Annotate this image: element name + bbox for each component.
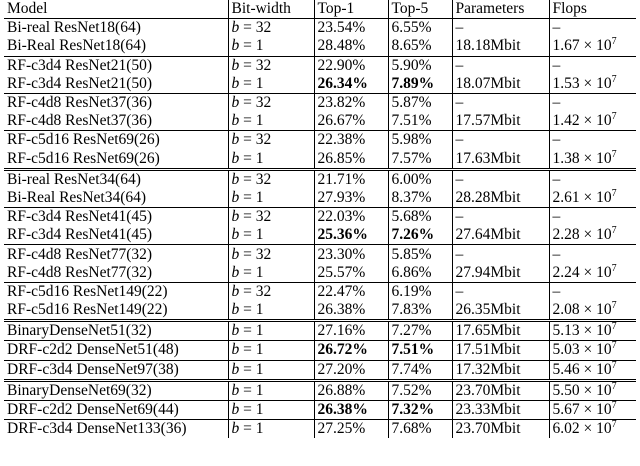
cell-top1 [314, 131, 388, 150]
cell-top5 [388, 226, 452, 245]
bit-width-value: = 1 [243, 74, 264, 92]
top1-value: 23.30% [317, 245, 366, 263]
cell-model: Bi-real ResNet34(64) [4, 169, 228, 189]
cell-bit-width [228, 189, 314, 208]
cell-parameters: – [452, 208, 549, 227]
flops-mantissa: 6.02 × 10 [552, 420, 612, 438]
cell-flops [549, 420, 636, 439]
bit-width-var: b [231, 301, 240, 319]
cell-bit-width [228, 321, 314, 341]
cell-top5 [388, 380, 452, 400]
cell-top1 [314, 360, 388, 380]
table-row [4, 208, 636, 227]
bit-width-value: = 32 [243, 170, 272, 188]
top1-value: 27.20% [317, 360, 366, 378]
cell-top1 [314, 321, 388, 341]
flops-exponent: 7 [611, 225, 617, 237]
top1-value: 22.90% [317, 56, 366, 74]
cell-bit-width [228, 245, 314, 264]
cell-model: RF-c5d16 ResNet69(26) [7, 149, 160, 167]
cell-bit-width [228, 19, 314, 38]
bit-width-value: = 1 [243, 341, 264, 359]
bit-width-value: = 32 [243, 282, 272, 300]
table-row [4, 321, 636, 341]
cell-bit-width [228, 380, 314, 400]
cell-top5 [388, 150, 452, 170]
cell-top5 [388, 264, 452, 283]
results-table [4, 0, 636, 438]
top5-value: 7.83% [391, 301, 432, 319]
cell-parameters: 23.70Mbit [452, 420, 549, 439]
flops-mantissa: 1.67 × 10 [552, 37, 612, 55]
cell-top5 [388, 37, 452, 56]
top1-best: 26.72% [317, 341, 368, 359]
cell-bit-width [228, 169, 314, 189]
cell-top1 [314, 112, 388, 131]
cell-model: RF-c4d8 ResNet37(36) [7, 112, 153, 130]
cell-top1 [314, 37, 388, 56]
bit-width-var: b [231, 401, 240, 419]
cell-parameters: – [452, 245, 549, 264]
cell-top1 [314, 341, 388, 360]
cell-top5 [388, 420, 452, 439]
cell-bit-width [228, 282, 314, 301]
bit-width-var: b [231, 170, 240, 188]
cell-top5 [388, 56, 452, 75]
cell-top5 [388, 321, 452, 341]
cell-top1 [314, 208, 388, 227]
flops-mantissa: – [552, 245, 561, 263]
top1-best: 26.38% [317, 401, 368, 419]
cell-bit-width [228, 150, 314, 170]
bit-width-value: = 1 [243, 401, 264, 419]
flops-mantissa: 1.38 × 10 [552, 149, 612, 167]
flops-mantissa: 2.61 × 10 [552, 188, 612, 206]
cell-top5 [388, 169, 452, 189]
flops-exponent: 7 [611, 262, 617, 274]
bit-width-value: = 1 [243, 322, 264, 340]
flops-mantissa: 2.28 × 10 [552, 226, 612, 244]
flops-mantissa: 1.42 × 10 [552, 112, 612, 130]
cell-model: DRF-c3d4 DenseNet97(38) [4, 360, 228, 380]
cell-parameters: – [452, 19, 549, 38]
cell-model: DRF-c3d4 DenseNet133(36) [4, 420, 228, 439]
top5-value: 6.19% [391, 282, 432, 300]
cell-top5 [388, 360, 452, 380]
top5-value: 7.57% [391, 149, 432, 167]
table-row [4, 301, 636, 321]
cell-flops [549, 75, 636, 94]
cell-bit-width [228, 208, 314, 227]
cell-parameters: 18.07Mbit [452, 75, 549, 94]
top1-value: 22.03% [317, 208, 366, 226]
top5-value: 6.55% [391, 19, 432, 37]
top5-value: 7.27% [391, 322, 432, 340]
flops-mantissa: 5.46 × 10 [552, 360, 612, 378]
cell-top5 [388, 93, 452, 112]
top1-value: 26.85% [317, 149, 366, 167]
header-top1: Top-1 [314, 0, 388, 19]
cell-flops [549, 208, 636, 227]
flops-mantissa: 5.67 × 10 [552, 401, 612, 419]
top5-value: 8.65% [391, 37, 432, 55]
cell-bit-width [228, 75, 314, 94]
table-row [4, 169, 636, 189]
cell-model: Bi-Real ResNet34(64) [7, 188, 147, 206]
cell-parameters: – [452, 282, 549, 301]
flops-exponent: 7 [611, 400, 617, 412]
top5-value: 5.68% [391, 208, 432, 226]
top5-value: 5.90% [391, 56, 432, 74]
cell-flops [549, 169, 636, 189]
cell-top5 [388, 131, 452, 150]
flops-mantissa: – [552, 208, 561, 226]
cell-model: RF-c4d8 ResNet77(32) [7, 263, 153, 281]
table-row [4, 360, 636, 380]
cell-top1 [314, 420, 388, 439]
cell-parameters: 17.51Mbit [452, 341, 549, 360]
bit-width-var: b [231, 381, 240, 399]
cell-bit-width [228, 37, 314, 56]
header-flops: Flops [549, 0, 636, 19]
bit-width-var: b [231, 37, 240, 55]
top5-value: 6.86% [391, 263, 432, 281]
cell-top5 [388, 341, 452, 360]
cell-model: Bi-real ResNet18(64) [7, 19, 141, 37]
cell-flops [549, 189, 636, 208]
cell-top1 [314, 226, 388, 245]
top1-value: 23.82% [317, 94, 366, 112]
cell-top5 [388, 245, 452, 264]
top1-best: 26.34% [317, 74, 368, 92]
cell-top1 [314, 400, 388, 419]
bit-width-value: = 32 [243, 131, 272, 149]
top1-value: 27.93% [317, 188, 366, 206]
bit-width-var: b [231, 420, 240, 438]
table-row [4, 75, 636, 94]
cell-flops [549, 226, 636, 245]
bit-width-value: = 1 [243, 188, 264, 206]
bit-width-value: = 32 [243, 245, 272, 263]
top5-value: 7.74% [391, 360, 432, 378]
cell-top5 [388, 189, 452, 208]
bit-width-value: = 1 [243, 301, 264, 319]
cell-parameters: 28.28Mbit [452, 189, 549, 208]
cell-top1 [314, 264, 388, 283]
bit-width-var: b [231, 341, 240, 359]
table-row [4, 226, 636, 245]
flops-mantissa: 2.24 × 10 [552, 263, 612, 281]
cell-model: RF-c4d8 ResNet37(36) [4, 93, 228, 112]
cell-top5 [388, 301, 452, 321]
bit-width-var: b [231, 226, 240, 244]
bit-width-value: = 1 [243, 226, 264, 244]
bit-width-var: b [231, 112, 240, 130]
cell-parameters: 17.63Mbit [452, 150, 549, 170]
cell-top1 [314, 150, 388, 170]
cell-top1 [314, 169, 388, 189]
cell-bit-width [228, 400, 314, 419]
table-row [4, 93, 636, 112]
cell-model: BinaryDenseNet69(32) [4, 380, 228, 400]
cell-top1 [314, 380, 388, 400]
cell-top5 [388, 75, 452, 94]
top1-value: 26.88% [317, 381, 366, 399]
cell-bit-width [228, 341, 314, 360]
table-row [4, 282, 636, 301]
cell-flops [549, 37, 636, 56]
cell-parameters: 17.65Mbit [452, 321, 549, 341]
top1-value: 23.54% [317, 19, 366, 37]
cell-model: RF-c5d16 ResNet149(22) [7, 301, 168, 319]
table-row [4, 420, 636, 439]
table-row [4, 131, 636, 150]
table-row [4, 19, 636, 38]
cell-flops [549, 131, 636, 150]
top1-value: 27.25% [317, 420, 366, 438]
cell-top5 [388, 208, 452, 227]
top5-value: 5.85% [391, 245, 432, 263]
cell-bit-width [228, 93, 314, 112]
cell-top1 [314, 189, 388, 208]
cell-top5 [388, 19, 452, 38]
top5-value: 7.51% [391, 112, 432, 130]
bit-width-value: = 1 [243, 37, 264, 55]
header-row [4, 0, 636, 19]
bit-width-value: = 32 [243, 19, 272, 37]
flops-mantissa: – [552, 94, 561, 112]
cell-bit-width [228, 420, 314, 439]
flops-mantissa: 2.08 × 10 [552, 301, 612, 319]
cell-flops [549, 264, 636, 283]
flops-exponent: 7 [611, 36, 617, 48]
bit-width-var: b [231, 188, 240, 206]
flops-mantissa: – [552, 56, 561, 74]
cell-bit-width [228, 56, 314, 75]
top5-value: 7.68% [391, 420, 432, 438]
top5-value: 6.00% [391, 170, 432, 188]
bit-width-var: b [231, 19, 240, 37]
cell-bit-width [228, 301, 314, 321]
cell-bit-width [228, 131, 314, 150]
bit-width-var: b [231, 263, 240, 281]
header-parameters: Parameters [452, 0, 549, 19]
bit-width-value: = 1 [243, 112, 264, 130]
cell-model: RF-c4d8 ResNet77(32) [4, 245, 228, 264]
cell-top1 [314, 56, 388, 75]
cell-model: RF-c3d4 ResNet21(50) [7, 74, 153, 92]
cell-flops [549, 341, 636, 360]
cell-parameters: 17.57Mbit [452, 112, 549, 131]
flops-mantissa: – [552, 19, 561, 37]
bit-width-value: = 32 [243, 56, 272, 74]
cell-parameters: 26.35Mbit [452, 301, 549, 321]
flops-mantissa: 1.53 × 10 [552, 74, 612, 92]
cell-parameters: 17.32Mbit [452, 360, 549, 380]
table-row [4, 380, 636, 400]
top1-value: 28.48% [317, 37, 366, 55]
top1-value: 26.38% [317, 301, 366, 319]
top1-value: 22.38% [317, 131, 366, 149]
table-row [4, 341, 636, 360]
cell-model: Bi-Real ResNet18(64) [7, 37, 147, 55]
cell-top5 [388, 400, 452, 419]
cell-parameters: – [452, 131, 549, 150]
cell-model: RF-c3d4 ResNet41(45) [7, 226, 153, 244]
top5-best: 7.26% [391, 226, 435, 244]
table-row [4, 264, 636, 283]
header-top5: Top-5 [388, 0, 452, 19]
flops-mantissa: 5.03 × 10 [552, 341, 612, 359]
flops-mantissa: – [552, 170, 561, 188]
flops-exponent: 7 [611, 187, 617, 199]
cell-parameters: – [452, 169, 549, 189]
top5-value: 8.37% [391, 188, 432, 206]
top1-value: 25.57% [317, 263, 366, 281]
cell-flops [549, 245, 636, 264]
flops-mantissa: – [552, 282, 561, 300]
cell-model: DRF-c2d2 DenseNet51(48) [4, 341, 228, 360]
table-row [4, 245, 636, 264]
bit-width-var: b [231, 208, 240, 226]
cell-top5 [388, 282, 452, 301]
bit-width-var: b [231, 74, 240, 92]
flops-exponent: 7 [611, 111, 617, 123]
cell-top1 [314, 93, 388, 112]
cell-parameters: 27.94Mbit [452, 264, 549, 283]
cell-top1 [314, 245, 388, 264]
cell-model: RF-c5d16 ResNet149(22) [4, 282, 228, 301]
cell-flops [549, 150, 636, 170]
bit-width-value: = 1 [243, 381, 264, 399]
cell-parameters: 18.18Mbit [452, 37, 549, 56]
top5-best: 7.51% [391, 341, 435, 359]
cell-flops [549, 321, 636, 341]
top5-best: 7.89% [391, 74, 435, 92]
bit-width-var: b [231, 56, 240, 74]
flops-mantissa: 5.50 × 10 [552, 381, 612, 399]
cell-top1 [314, 301, 388, 321]
cell-parameters: 27.64Mbit [452, 226, 549, 245]
table-row [4, 112, 636, 131]
table-body [4, 19, 636, 439]
header-model: Model [4, 0, 228, 19]
bit-width-var: b [231, 94, 240, 112]
flops-exponent: 7 [611, 148, 617, 160]
bit-width-var: b [231, 360, 240, 378]
bit-width-value: = 1 [243, 263, 264, 281]
cell-flops [549, 112, 636, 131]
bit-width-value: = 32 [243, 94, 272, 112]
flops-exponent: 7 [611, 419, 617, 431]
cell-bit-width [228, 264, 314, 283]
top5-value: 7.52% [391, 381, 432, 399]
bit-width-var: b [231, 149, 240, 167]
bit-width-value: = 1 [243, 420, 264, 438]
cell-model: DRF-c2d2 DenseNet69(44) [4, 400, 228, 419]
cell-parameters: – [452, 56, 549, 75]
cell-top1 [314, 75, 388, 94]
flops-exponent: 7 [611, 300, 617, 312]
cell-flops [549, 282, 636, 301]
table-row [4, 400, 636, 419]
cell-top1 [314, 19, 388, 38]
top5-best: 7.32% [391, 401, 435, 419]
cell-bit-width [228, 226, 314, 245]
flops-mantissa: 5.13 × 10 [552, 322, 612, 340]
top1-value: 27.16% [317, 322, 366, 340]
cell-top1 [314, 282, 388, 301]
cell-flops [549, 93, 636, 112]
flops-mantissa: – [552, 131, 561, 149]
cell-parameters: 23.70Mbit [452, 380, 549, 400]
cell-parameters: – [452, 93, 549, 112]
table-row [4, 150, 636, 170]
flops-exponent: 7 [611, 321, 617, 333]
table-row [4, 37, 636, 56]
flops-exponent: 7 [611, 359, 617, 371]
cell-bit-width [228, 360, 314, 380]
bit-width-value: = 32 [243, 208, 272, 226]
cell-top5 [388, 112, 452, 131]
bit-width-value: = 1 [243, 360, 264, 378]
top1-value: 26.67% [317, 112, 366, 130]
cell-bit-width [228, 112, 314, 131]
top5-value: 5.87% [391, 94, 432, 112]
cell-flops [549, 400, 636, 419]
table-row [4, 56, 636, 75]
cell-flops [549, 56, 636, 75]
cell-flops [549, 19, 636, 38]
table-row [4, 189, 636, 208]
bit-width-value: = 1 [243, 149, 264, 167]
top1-best: 25.36% [317, 226, 368, 244]
cell-model: RF-c3d4 ResNet41(45) [4, 208, 228, 227]
cell-model: RF-c5d16 ResNet69(26) [4, 131, 228, 150]
top1-value: 21.71% [317, 170, 366, 188]
bit-width-var: b [231, 131, 240, 149]
flops-exponent: 7 [611, 380, 617, 392]
header-bit-width: Bit-width [228, 0, 314, 19]
bit-width-var: b [231, 282, 240, 300]
top5-value: 5.98% [391, 131, 432, 149]
bit-width-var: b [231, 245, 240, 263]
cell-flops [549, 380, 636, 400]
cell-model: BinaryDenseNet51(32) [4, 321, 228, 341]
cell-flops [549, 301, 636, 321]
flops-exponent: 7 [611, 340, 617, 352]
cell-model: RF-c3d4 ResNet21(50) [4, 56, 228, 75]
bit-width-var: b [231, 322, 240, 340]
top1-value: 22.47% [317, 282, 366, 300]
cell-parameters: 23.33Mbit [452, 400, 549, 419]
flops-exponent: 7 [611, 73, 617, 85]
cell-flops [549, 360, 636, 380]
